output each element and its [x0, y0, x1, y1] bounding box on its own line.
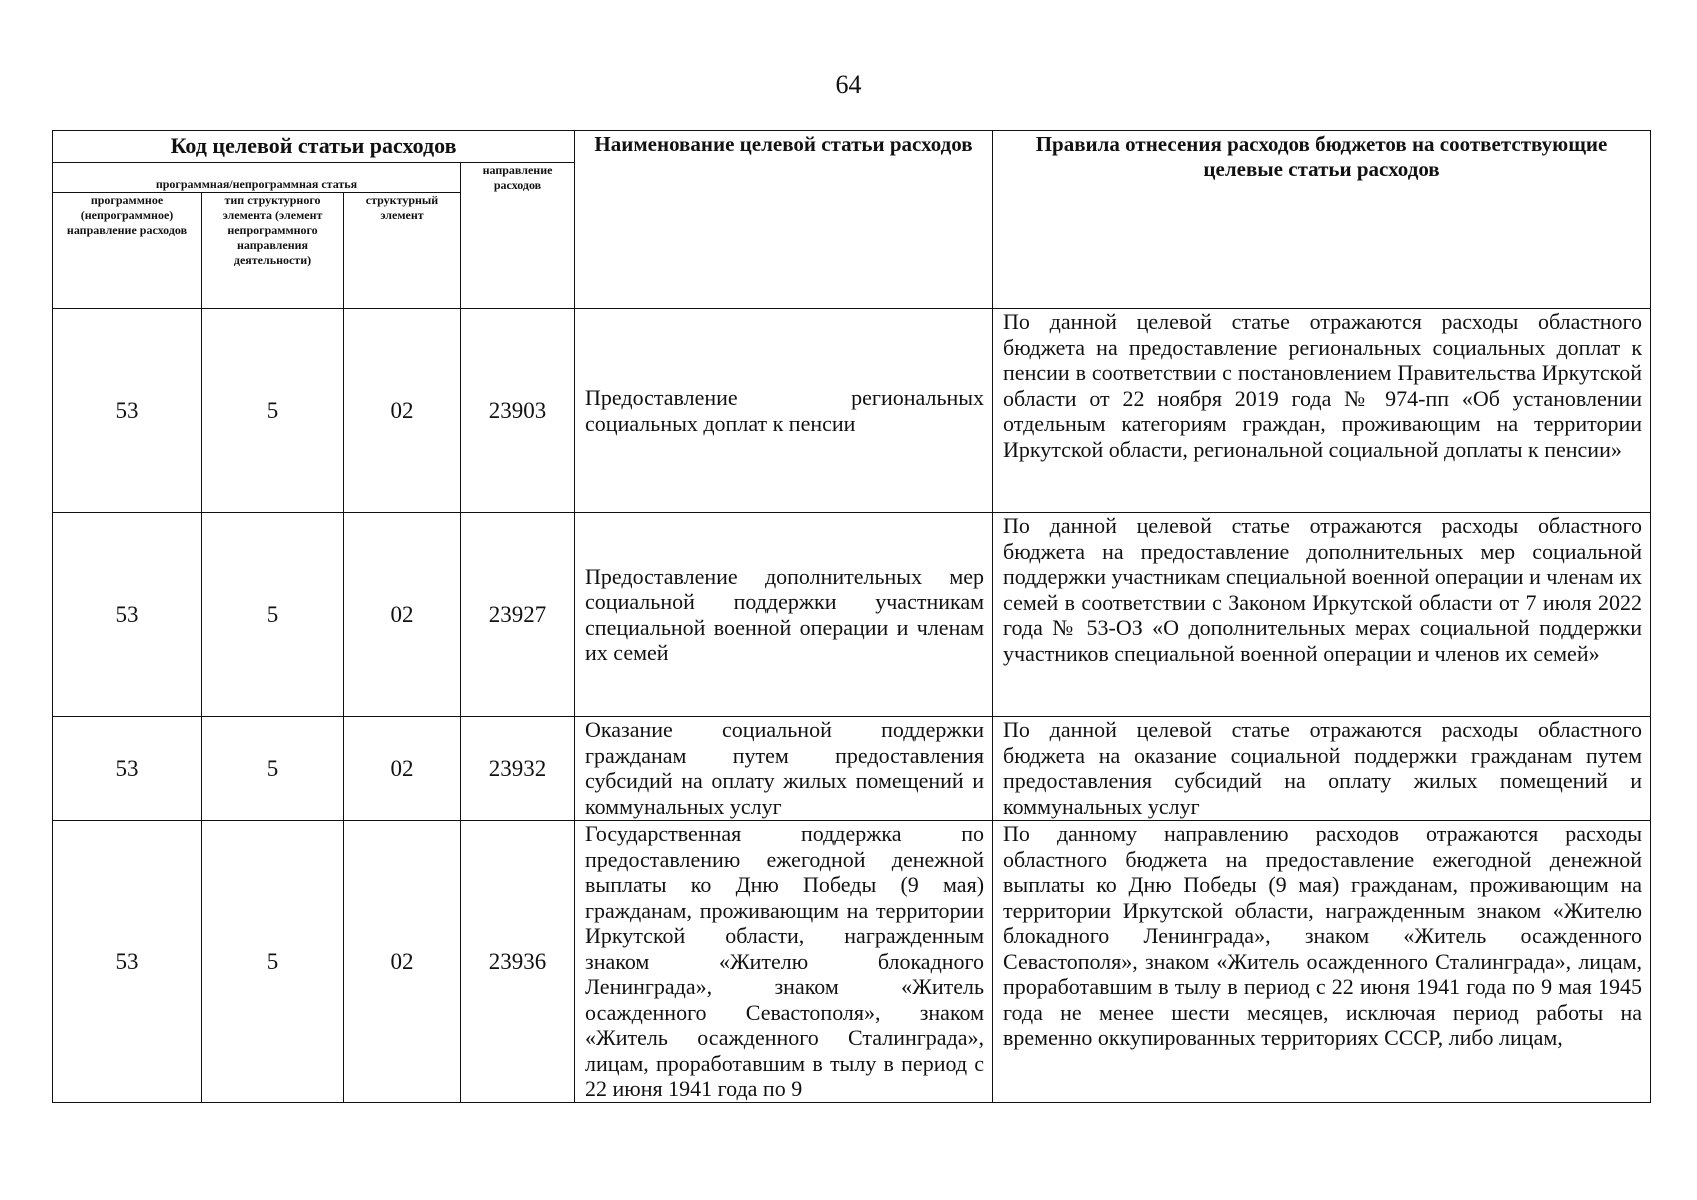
article-name-cell: Оказание социальной поддержки гражданам путем предоставления субсидий на оплату жилых помещений и коммунальных услуг	[575, 717, 993, 821]
element-code-cell: 02	[344, 717, 461, 821]
direction-code-cell: 23927	[461, 513, 575, 717]
article-rule-cell: По данной целевой статье отражаются расходы областного бюджета на оказание социальной поддержки гражданам путем предоставления субсидий на оплату жилых помещений и коммунальных услуг	[993, 717, 1651, 821]
direction-code-cell: 23932	[461, 717, 575, 821]
type-code-cell: 5	[202, 309, 344, 513]
element-code-cell: 02	[344, 309, 461, 513]
element-type-header: тип структурного элемента (элемент непрограммного направления деятельности)	[202, 193, 344, 309]
table-row	[53, 513, 1651, 717]
article-name-cell: Предоставление региональных социальных доплат к пенсии	[575, 309, 993, 513]
direction-code-cell: 23903	[461, 309, 575, 513]
rules-header: Правила отнесения расходов бюджетов на соответствующие целевые статьи расходов	[993, 131, 1651, 309]
table-row	[53, 309, 1651, 513]
element-code-cell: 02	[344, 513, 461, 717]
code-header: Код целевой статьи расходов	[53, 131, 575, 163]
direction-header: направление расходов	[461, 163, 575, 309]
type-code-cell: 5	[202, 513, 344, 717]
article-name-cell: Государственная поддержка по предоставлению ежегодной денежной выплаты ко Дню Победы (9 мая) гражданам, проживающим на территории Иркутской области, награжденным знаком «Жителю блокадного Ленинграда», знаком «Житель осажденного Севастополя», знаком «Житель осажденного Сталинграда», лицам, проработавшим в тылу в период с 22 июня 1941 года по 9	[575, 821, 993, 1103]
program-direction-header: программное (непрограммное) направление расходов	[53, 193, 202, 309]
program-code-cell: 53	[53, 513, 202, 717]
type-code-cell: 5	[202, 717, 344, 821]
article-name-cell: Предоставление дополнительных мер социальной поддержки участникам специальной военной операции и членам их семей	[575, 513, 993, 717]
page-number: 64	[835, 70, 862, 99]
structural-element-header: структурный элемент	[344, 193, 461, 309]
element-code-cell: 02	[344, 821, 461, 1103]
program-article-header: программная/непрограммная статья	[53, 163, 461, 193]
name-header: Наименование целевой статьи расходов	[575, 131, 993, 309]
program-code-cell: 53	[53, 821, 202, 1103]
table-row	[53, 821, 1651, 1103]
table-row	[53, 717, 1651, 821]
target-articles-table	[52, 130, 1651, 1103]
program-code-cell: 53	[53, 717, 202, 821]
program-code-cell: 53	[53, 309, 202, 513]
header-row-1	[53, 131, 1651, 163]
article-rule-cell: По данному направлению расходов отражаются расходы областного бюджета на предоставление ежегодной денежной выплаты ко Дню Победы (9 мая) гражданам, проживающим на территории Иркутской области, награжденным знаком «Жителю блокадного Ленинграда», знаком «Житель осажденного Севастополя», знаком «Житель осажденного Сталинграда», лицам, проработавшим в тылу в период с 22 июня 1941 года по 9 мая 1945 года не менее шести месяцев, исключая период работы на временно оккупированных территориях СССР, либо лицам,	[993, 821, 1651, 1103]
direction-code-cell: 23936	[461, 821, 575, 1103]
article-rule-cell: По данной целевой статье отражаются расходы областного бюджета на предоставление дополнительных мер социальной поддержки участникам специальной военной операции и членам их семей в соответствии с Законом Иркутской области от 7 июля 2022 года № 53-ОЗ «О дополнительных мерах социальной поддержки участников специальной военной операции и членов их семей»	[993, 513, 1651, 717]
type-code-cell: 5	[202, 821, 344, 1103]
article-rule-cell: По данной целевой статье отражаются расходы областного бюджета на предоставление региональных социальных доплат к пенсии в соответствии с постановлением Правительства Иркутской области от 22 ноября 2019 года № 974-пп «Об установлении отдельным категориям граждан, проживающим на территории Иркутской области, региональной социальной доплаты к пенсии»	[993, 309, 1651, 513]
